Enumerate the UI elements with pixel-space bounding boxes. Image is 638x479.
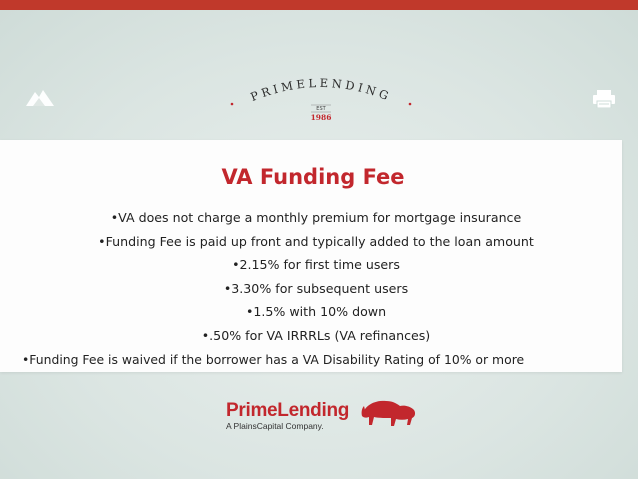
printer-icon: [592, 90, 616, 108]
footer-brand-wordmark: PrimeLending: [226, 400, 350, 421]
top-accent-bar: [0, 0, 638, 10]
bison-logo-icon: [358, 398, 420, 428]
slide-title: VA Funding Fee: [221, 165, 405, 189]
svg-text:PRIMELENDING: [248, 76, 393, 104]
bullet-item: •.50% for VA IRRRLs (VA refinances): [201, 327, 431, 343]
footer-tagline: A PlainsCapital Company.: [226, 421, 324, 431]
house-icon: [24, 86, 56, 108]
logo-est-text: EST: [316, 106, 326, 112]
logo-arched-text: PRIMELENDING: [248, 75, 394, 105]
bullet-item: •Funding Fee is waived if the borrower has a VA Disability Rating of 10% or more: [22, 351, 525, 367]
bullet-list: [0, 206, 632, 371]
bullet-item: •3.30% for subsequent users: [223, 280, 409, 296]
bullet-item: •VA does not charge a monthly premium for mortgage insurance: [110, 210, 522, 225]
bullet-item: •2.15% for first time users: [232, 257, 400, 273]
logo-year-text: 1986: [310, 113, 332, 122]
bullet-item: •1.5% with 10% down: [245, 304, 387, 320]
bullet-item: •Funding Fee is paid up front and typically added to the loan amount: [98, 233, 534, 249]
primelending-header-logo: [228, 72, 414, 124]
